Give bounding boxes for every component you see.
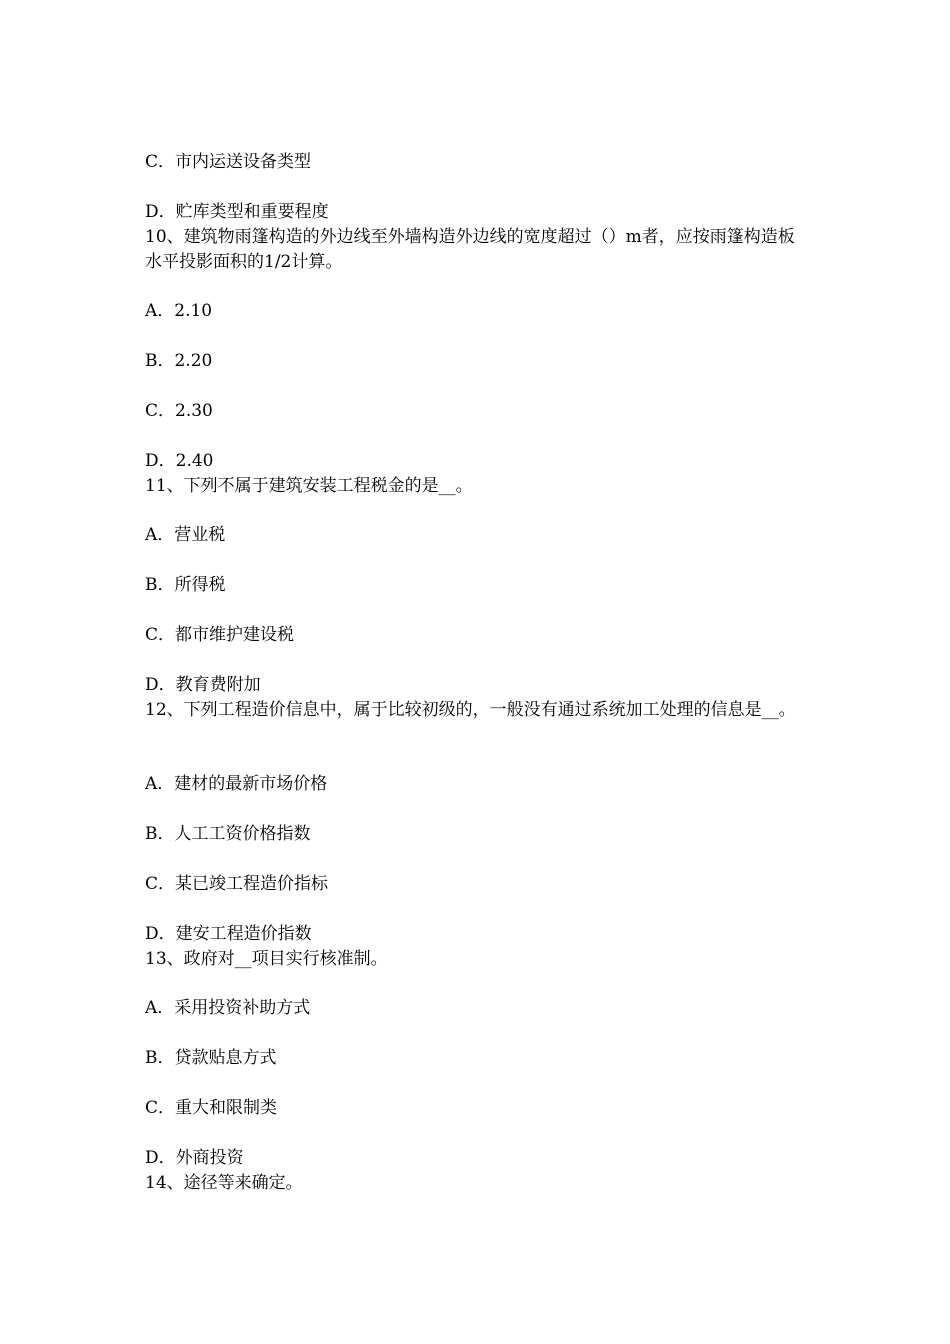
option-c-9: C．市内运送设备类型 bbox=[145, 152, 312, 172]
option-d-12: D．建安工程造价指数 bbox=[145, 924, 312, 944]
option-b-10: B．2.20 bbox=[145, 351, 213, 371]
option-b-12: B．人工工资价格指数 bbox=[145, 824, 311, 844]
question-14: 14、途径等来确定。 bbox=[145, 1173, 303, 1193]
option-d-9: D．贮库类型和重要程度 bbox=[145, 202, 329, 222]
option-b-13: B．贷款贴息方式 bbox=[145, 1048, 277, 1068]
option-c-13: C．重大和限制类 bbox=[145, 1098, 278, 1118]
option-d-11: D．教育费附加 bbox=[145, 675, 261, 695]
option-c-12: C．某已竣工程造价指标 bbox=[145, 874, 329, 894]
option-d-10: D．2.40 bbox=[145, 451, 214, 471]
question-11: 11、下列不属于建筑安装工程税金的是__。 bbox=[145, 476, 473, 496]
option-a-12: A．建材的最新市场价格 bbox=[145, 774, 328, 794]
question-13: 13、政府对__项目实行核准制。 bbox=[145, 949, 388, 969]
question-10: 10、建筑物雨篷构造的外边线至外墙构造外边线的宽度超过（）m者，应按雨篷构造板水平投影面积的1/2计算。 bbox=[145, 227, 795, 272]
question-12: 12、下列工程造价信息中，属于比较初级的，一般没有通过系统加工处理的信息是__。 bbox=[145, 700, 796, 720]
option-d-13: D．外商投资 bbox=[145, 1148, 244, 1168]
option-a-11: A．营业税 bbox=[145, 525, 226, 545]
option-c-11: C．都市维护建设税 bbox=[145, 625, 295, 645]
option-a-10: A．2.10 bbox=[145, 301, 213, 321]
option-a-13: A．采用投资补助方式 bbox=[145, 998, 311, 1018]
option-c-10: C．2.30 bbox=[145, 401, 213, 421]
option-b-11: B．所得税 bbox=[145, 575, 226, 595]
